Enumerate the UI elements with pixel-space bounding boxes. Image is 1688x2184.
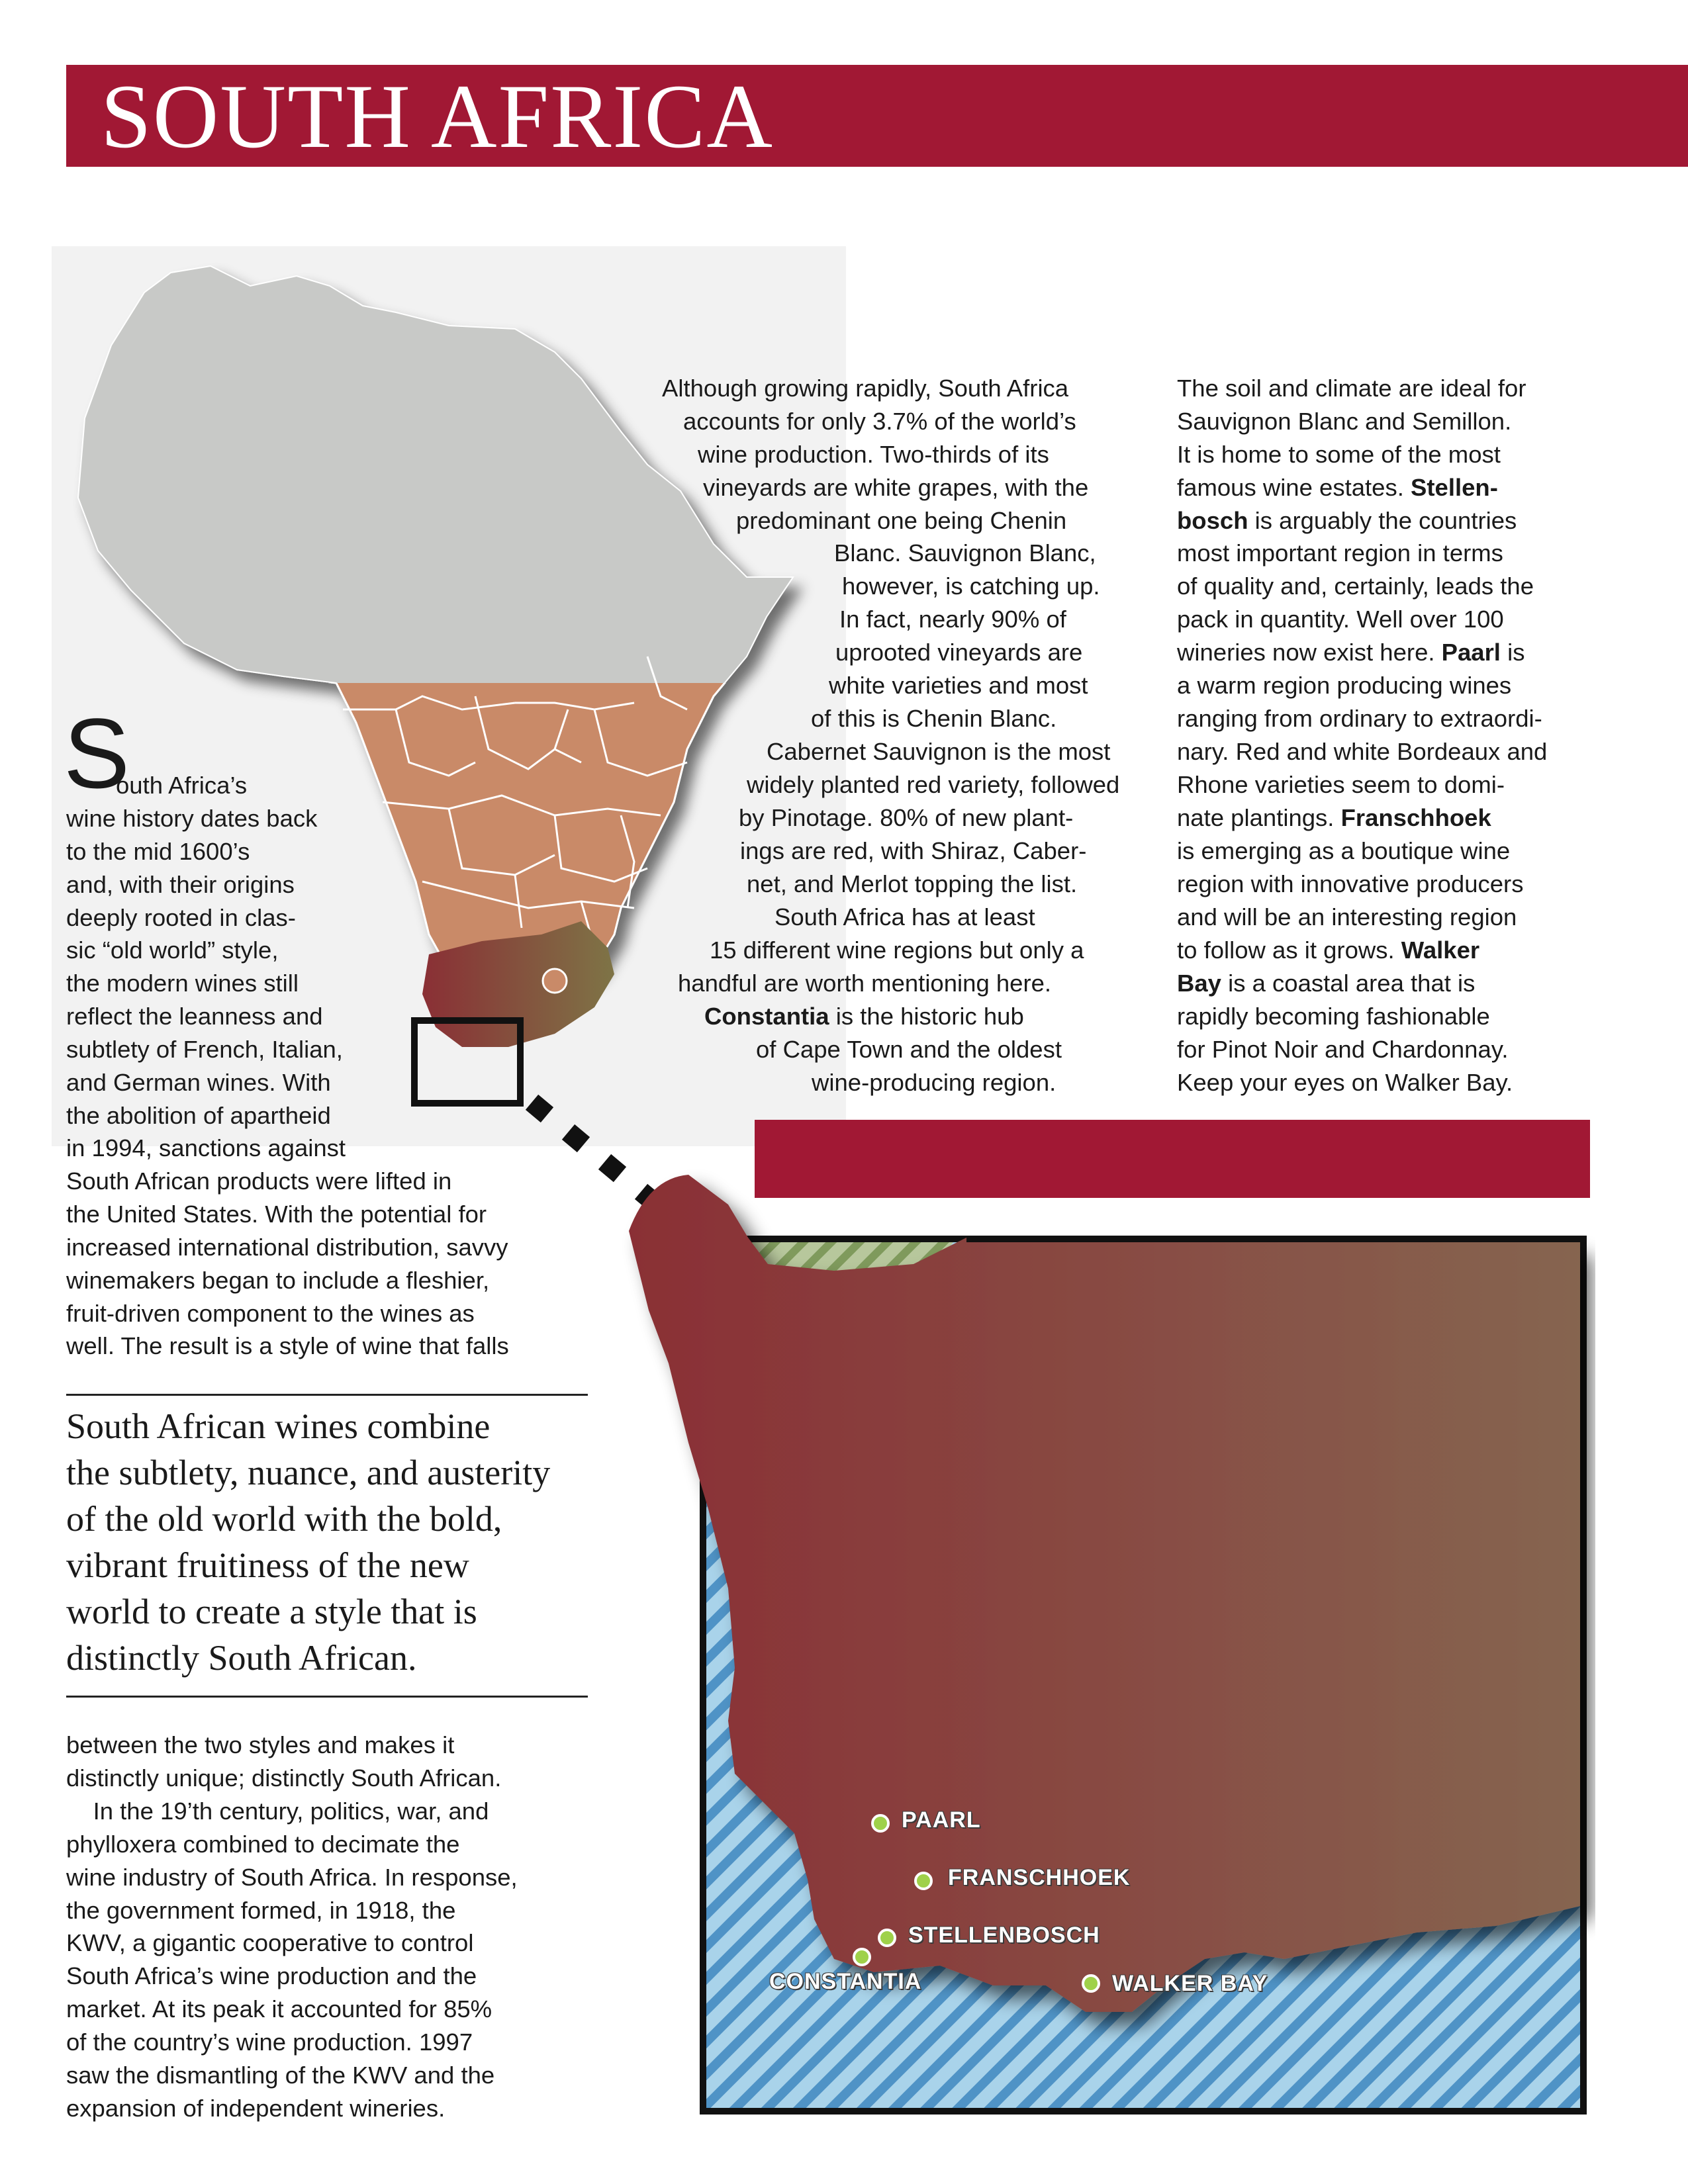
left-line: deeply rooted in clas-: [66, 904, 296, 931]
left-lower-line: KWV, a gigantic cooperative to control: [66, 1929, 474, 1956]
quote-line: the subtlety, nuance, and austerity: [66, 1453, 551, 1492]
right-line: and will be an interesting region: [1177, 903, 1517, 931]
left-line: in 1994, sanctions against: [66, 1134, 346, 1161]
left-line: wine history dates back: [66, 805, 318, 832]
franschhoek-bold: Franschhoek: [1340, 804, 1491, 831]
walker-bold: Walker: [1401, 936, 1480, 964]
quote-bottom-rule: [66, 1696, 588, 1698]
left-line: South African products were lifted in: [66, 1167, 452, 1195]
left-line: the modern wines still: [66, 970, 299, 997]
middle-line: however, is catching up.: [842, 572, 1100, 600]
right-line: [1177, 636, 1524, 669]
right-line: is emerging as a boutique wine: [1177, 837, 1511, 864]
stellenbosch-marker: [879, 1930, 895, 1946]
left-line: and German wines. With: [66, 1069, 331, 1096]
middle-line: 15 different wine regions but only a: [710, 936, 1084, 964]
middle-line: South Africa has at least: [774, 903, 1035, 931]
middle-line: vineyards are white grapes, with the: [703, 474, 1089, 501]
right-line: Sauvignon Blanc and Semillon.: [1177, 408, 1512, 435]
paarl-bold: Paarl: [1441, 639, 1501, 666]
right-line: Keep your eyes on Walker Bay.: [1177, 1069, 1513, 1096]
left-lower-line: between the two styles and makes it: [66, 1731, 455, 1758]
left-line: the United States. With the potential for: [66, 1201, 487, 1228]
middle-line: wine production. Two-thirds of its: [698, 441, 1049, 468]
right-line: The soil and climate are ideal for: [1177, 375, 1526, 402]
middle-line: of this is Chenin Blanc.: [811, 705, 1057, 732]
middle-line: Although growing rapidly, South Africa: [662, 375, 1069, 402]
constantia-marker: [854, 1949, 870, 1965]
quote-line: distinctly South African.: [66, 1638, 417, 1678]
region-label-franschhoek: FRANSCHHOEK: [948, 1865, 1131, 1890]
region-label-constantia: CONSTANTIA: [769, 1969, 922, 1994]
middle-line: net, and Merlot topping the list.: [747, 870, 1078, 897]
right-line: region with innovative producers: [1177, 870, 1524, 897]
constantia-bold: Constantia: [704, 1003, 829, 1030]
middle-line: ings are red, with Shiraz, Caber-: [740, 837, 1087, 864]
left-line: fruit-driven component to the wines as: [66, 1300, 475, 1327]
constantia-rest: is the historic hub: [829, 1003, 1024, 1030]
middle-line: of Cape Town and the oldest: [756, 1036, 1062, 1063]
title-bar: [66, 65, 1688, 167]
middle-line: widely planted red variety, followed: [747, 771, 1120, 798]
quote-line: South African wines combine: [66, 1406, 491, 1446]
left-line: and, with their origins: [66, 871, 295, 898]
quote-line: world to create a style that is: [66, 1592, 477, 1631]
right-line: rapidly becoming fashionable: [1177, 1003, 1490, 1030]
right-line-text: wineries now exist here.: [1177, 639, 1442, 666]
stellenbosch-bold-2: bosch: [1177, 507, 1248, 534]
right-line: [1177, 934, 1479, 967]
middle-line: by Pinotage. 80% of new plant-: [739, 804, 1074, 831]
left-line: well. The result is a style of wine that falls: [66, 1332, 509, 1359]
middle-line: wine-producing region.: [812, 1069, 1056, 1096]
middle-line: handful are worth mentioning here.: [678, 970, 1052, 997]
region-label-stellenbosch: STELLENBOSCH: [908, 1923, 1100, 1948]
right-line: ranging from ordinary to extraordi-: [1177, 705, 1542, 732]
left-lower-line: expansion of independent wineries.: [66, 2095, 445, 2122]
right-line-text: is a coastal area that is: [1221, 970, 1476, 997]
right-line: for Pinot Noir and Chardonnay.: [1177, 1036, 1509, 1063]
drop-cap: S: [64, 698, 130, 809]
left-line: the abolition of apartheid: [66, 1102, 331, 1129]
quote-top-rule: [66, 1394, 588, 1396]
right-line-text: famous wine estates.: [1177, 474, 1411, 501]
left-lower-line: South Africa’s wine production and the: [66, 1962, 477, 1989]
bay-bold: Bay: [1177, 970, 1221, 997]
middle-line: accounts for only 3.7% of the world’s: [683, 408, 1076, 435]
right-line-text: is: [1500, 639, 1525, 666]
cape-map: [622, 1165, 1595, 2118]
middle-line: white varieties and most: [829, 672, 1088, 699]
right-line: pack in quantity. Well over 100: [1177, 606, 1504, 633]
left-line: sic “old world” style,: [66, 936, 279, 964]
right-line: most important region in terms: [1177, 539, 1503, 567]
left-line: to the mid 1600’s: [66, 838, 250, 865]
left-line: subtlety of French, Italian,: [66, 1036, 343, 1063]
paarl-marker: [872, 1815, 888, 1831]
middle-line: Cabernet Sauvignon is the most: [767, 738, 1111, 765]
region-label-walker-bay: WALKER BAY: [1112, 1971, 1268, 1996]
left-lower-line: market. At its peak it accounted for 85%: [66, 1995, 492, 2023]
right-line: [1177, 504, 1517, 537]
quote-line: vibrant fruitiness of the new: [66, 1545, 469, 1585]
left-lower-line: the government formed, in 1918, the: [66, 1897, 456, 1924]
region-label-paarl: PAARL: [902, 1807, 981, 1833]
middle-line: predominant one being Chenin: [736, 507, 1067, 534]
right-line-text: to follow as it grows.: [1177, 936, 1401, 964]
right-line: [1177, 801, 1491, 835]
quote-line: of the old world with the bold,: [66, 1499, 502, 1539]
right-line: [1177, 471, 1498, 504]
franschhoek-marker: [915, 1873, 931, 1889]
right-line-text: is arguably the countries: [1248, 507, 1517, 534]
stellenbosch-bold: Stellen-: [1411, 474, 1498, 501]
right-line: of quality and, certainly, leads the: [1177, 572, 1534, 600]
middle-line-constantia: [704, 1000, 1024, 1033]
right-line: It is home to some of the most: [1177, 441, 1501, 468]
page-title: SOUTH AFRICA: [101, 66, 774, 167]
right-line: Rhone varieties seem to domi-: [1177, 771, 1505, 798]
middle-line: uprooted vineyards are: [835, 639, 1083, 666]
left-lower-line: distinctly unique; distinctly South African.: [66, 1764, 502, 1792]
left-lower-line: phylloxera combined to decimate the: [66, 1831, 460, 1858]
left-line: winemakers began to include a fleshier,: [66, 1267, 490, 1294]
walker-bay-marker: [1083, 1976, 1099, 1991]
right-line-text: nate plantings.: [1177, 804, 1341, 831]
left-line: outh Africa’s: [116, 772, 248, 799]
left-line: increased international distribution, savvy: [66, 1234, 508, 1261]
middle-line: Blanc. Sauvignon Blanc,: [834, 539, 1096, 567]
left-lower-line: of the country’s wine production. 1997: [66, 2028, 473, 2056]
right-line: [1177, 967, 1475, 1000]
left-lower-line: wine industry of South Africa. In response,: [66, 1864, 518, 1891]
right-line: nary. Red and white Bordeaux and: [1177, 738, 1548, 765]
left-lower-line: In the 19’th century, politics, war, and: [66, 1797, 489, 1825]
left-line: reflect the leanness and: [66, 1003, 323, 1030]
middle-line: In fact, nearly 90% of: [839, 606, 1066, 633]
left-lower-line: saw the dismantling of the KWV and the: [66, 2062, 495, 2089]
enclave-shape: [543, 969, 567, 993]
right-line: a warm region producing wines: [1177, 672, 1512, 699]
